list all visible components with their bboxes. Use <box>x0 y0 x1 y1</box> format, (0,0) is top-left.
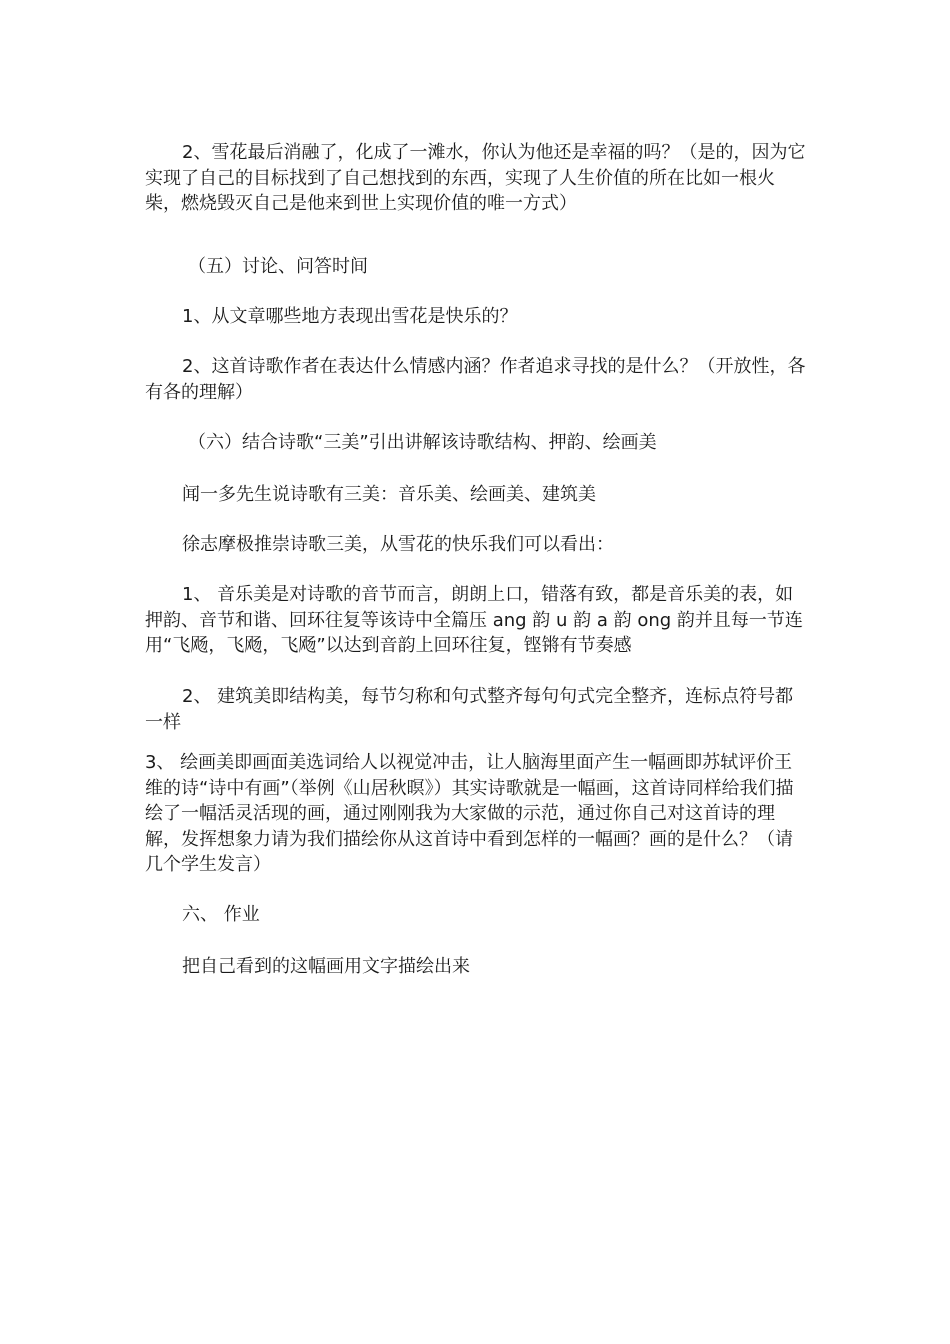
section-heading-discussion: （五）讨论、问答时间 <box>188 256 368 277</box>
section-heading-homework: 六、 作业 <box>182 904 260 925</box>
homework-instruction: 把自己看到的这幅画用文字描绘出来 <box>182 956 470 977</box>
point-architecture-beauty: 2、 建筑美即结构美，每节匀称和句式整齐每句句式完全整齐，连标点符号都一样 <box>145 686 794 733</box>
section-heading-three-beauties: （六）结合诗歌“三美”引出讲解该诗歌结构、押韵、绘画美 <box>188 432 657 453</box>
paragraph-snowflake-happiness: 2、雪花最后消融了，化成了一滩水，你认为他还是幸福的吗？（是的，因为它实现了自己的目标找到了自己想找到的东西，实现了人生价值的所在比如一根火柴，燃烧毁灭自己是他来到世上实现价值的唯一方式） <box>145 142 806 214</box>
paragraph-xu-zhimo: 徐志摩极推崇诗歌三美，从雪花的快乐我们可以看出： <box>182 534 614 555</box>
paragraph-wen-yiduo: 闻一多先生说诗歌有三美：音乐美、绘画美、建筑美 <box>182 484 596 505</box>
question-2: 2、这首诗歌作者在表达什么情感内涵？作者追求寻找的是什么？（开放性，各有各的理解） <box>145 356 806 403</box>
point-painting-beauty: 3、 绘画美即画面美选词给人以视觉冲击，让人脑海里面产生一幅画即苏轼评价王维的诗“诗中有画”（举例《山居秋暝》）其实诗歌就是一幅画，这首诗同样给我们描绘了一幅活灵活现的画，通过刚刚我为大家做的示范，通过你自己对这首诗的理解，发挥想象力请为我们描绘你从这首诗中看到怎样的一幅画？画的是什么？（请几个学生发言） <box>145 752 794 875</box>
question-1: 1、从文章哪些地方表现出雪花是快乐的？ <box>182 306 518 327</box>
point-music-beauty: 1、 音乐美是对诗歌的音节而言，朗朗上口，错落有致，都是音乐美的表，如押韵、音节和谐、回环往复等该诗中全篇压 ang 韵 u 韵 a 韵 ong 韵并且每一节连用“飞飏，飞飏，飞飏”以达到音韵上回环往复，铿锵有节奏感 <box>145 584 803 656</box>
